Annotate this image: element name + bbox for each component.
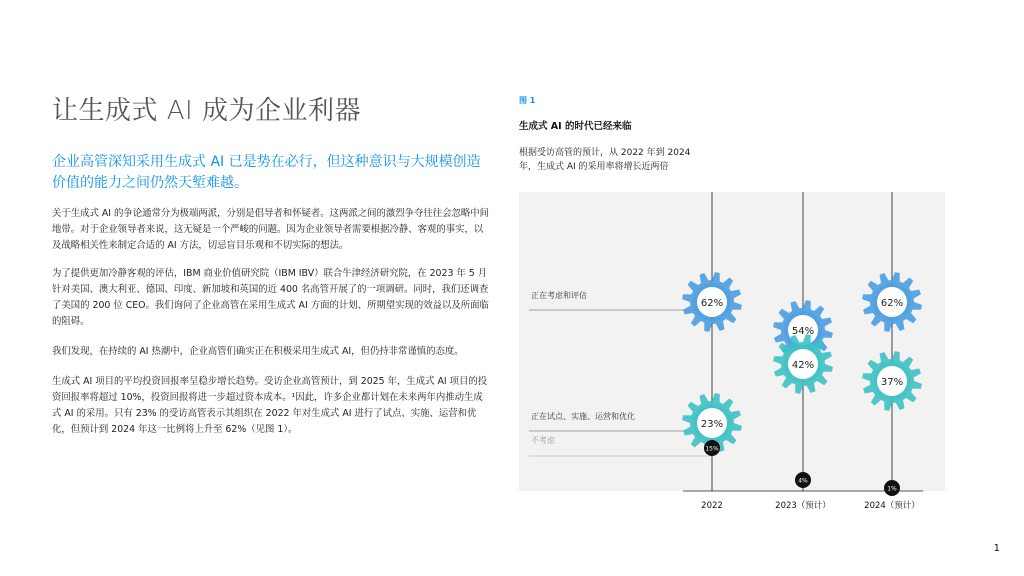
data-label: 1%	[887, 485, 897, 493]
figure-label: 图 1	[519, 96, 536, 105]
figure-title: 生成式 AI 的时代已经来临	[519, 121, 632, 132]
figure-description: 根据受访高管的预计，从 2022 年到 2024 年，生成式 AI 的采用率将增长近两倍	[519, 148, 691, 172]
body-paragraph: 关于生成式 AI 的争论通常分为极端两派，分别是倡导者和怀疑者。这两派之间的激烈争夺往往会忽略中间地带。对于企业领导者来说，这无疑是一个严峻的问题。因为企业领导者需要根据冷静、客观的事实，以及战略相关性来制定合适的 AI 方法，切忌盲目乐观和不切实际的想法。	[52, 208, 490, 251]
legend-label: 不考虑	[531, 436, 555, 445]
data-label: 62%	[880, 298, 904, 309]
data-label: 23%	[700, 419, 724, 430]
legend-label: 正在考虑和评估	[531, 291, 587, 300]
chart-panel	[519, 192, 945, 491]
page-number: 1	[993, 543, 1000, 554]
data-label: 62%	[700, 298, 724, 309]
data-label: 15%	[705, 445, 719, 453]
adoption-chart	[519, 192, 945, 512]
body-paragraph: 生成式 AI 项目的平均投资回报率呈稳步增长趋势。受访企业高管预计，到 2025 年，生成式 AI 项目的投资回报率将超过 10%，投资回报将进一步超过资本成本。¹因此，许多企业都计划在未来两年内推动生成式 AI 的采用。只有 23% 的受访高管表示其组织在 2022 年对生成式 AI 进行了试点、实施、运营和优化，但预计到 2024 年这一比例将上升至 62%（见图 1）。	[52, 376, 488, 435]
data-label: 42%	[791, 360, 815, 371]
body-paragraph: 我们发现，在持续的 AI 热潮中，企业高管们确实正在积极采用生成式 AI，但仍持非常谨慎的态度。	[52, 346, 464, 357]
data-label: 4%	[798, 477, 808, 485]
x-tick-label: 2023（预计）	[775, 501, 831, 511]
body-paragraph: 为了提供更加冷静客观的评估，IBM 商业价值研究院（IBM IBV）联合牛津经济研究院，在 2023 年 5 月针对美国、澳大利亚、德国、印度、新加坡和英国的近 400 名高管开展了的一项调研。同时，我们还调查了美国的 200 位 CEO。我们询问了企业高管在采用生成式 AI 方面的计划、所期望实现的效益以及所面临的阻碍。	[52, 268, 489, 327]
x-tick-label: 2024（预计）	[864, 501, 920, 511]
page-title: 让生成式 AI 成为企业利器	[52, 96, 361, 126]
legend-label: 正在试点、实施、运营和优化	[531, 412, 635, 421]
x-tick-label: 2022	[701, 501, 723, 511]
lead-paragraph: 企业高管深知采用生成式 AI 已是势在必行，但这种意识与大规模创造价值的能力之间仍然天堑难越。	[52, 154, 481, 191]
data-label: 54%	[791, 326, 815, 337]
data-label: 37%	[880, 377, 904, 388]
